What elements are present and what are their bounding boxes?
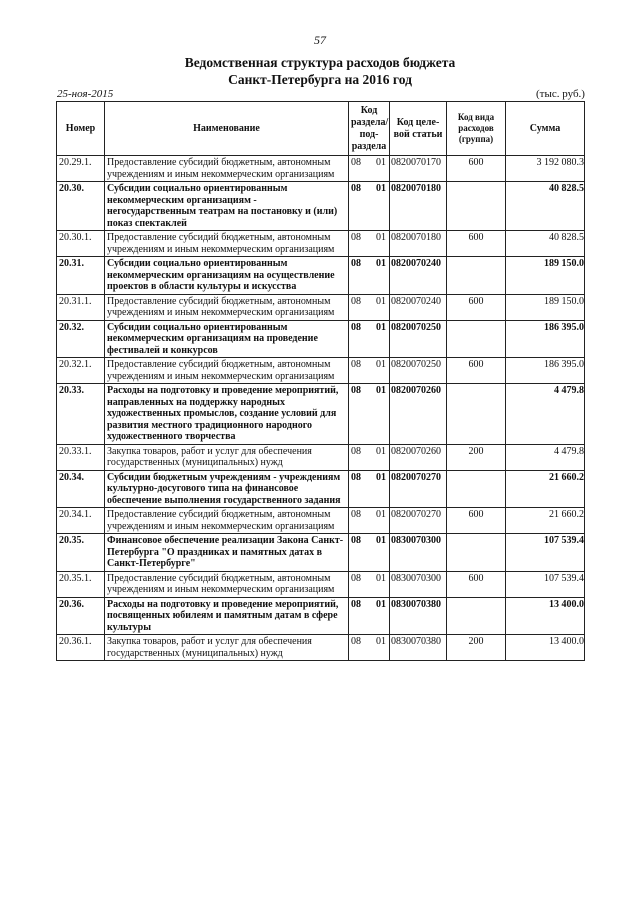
- row-article: 0820070180: [390, 231, 447, 257]
- units-label: (тыс. руб.): [536, 88, 585, 100]
- row-expense-type: [447, 320, 506, 358]
- row-expense-type: [447, 257, 506, 295]
- row-sum: 189 150.0: [506, 257, 585, 295]
- row-expense-type: 600: [447, 571, 506, 597]
- row-subsection: 01: [370, 470, 390, 508]
- row-article: 0820070240: [390, 294, 447, 320]
- row-article: 0820070180: [390, 182, 447, 231]
- row-number: 20.35.1.: [57, 571, 105, 597]
- row-article: 0820070170: [390, 156, 447, 182]
- row-subsection: 01: [370, 257, 390, 295]
- page-number: 57: [314, 33, 326, 47]
- row-name: Расходы на подготовку и проведение мероприятий, посвященных юбилеям и памятным датам в сфере культуры: [105, 597, 349, 635]
- row-expense-type: 600: [447, 294, 506, 320]
- row-name: Расходы на подготовку и проведение мероприятий, направленных на поддержку народных художественных промыслов, создание условий для развития местного традиционного народного художественного творчества: [105, 384, 349, 445]
- row-section: 08: [349, 384, 370, 445]
- row-name: Закупка товаров, работ и услуг для обеспечения государственных (муниципальных) нужд: [105, 635, 349, 661]
- row-expense-type: [447, 384, 506, 445]
- row-expense-type: [447, 182, 506, 231]
- row-sum: 21 660.2: [506, 470, 585, 508]
- row-name: Субсидии социально ориентированным некоммерческим организациям на проведение фестивалей и конкурсов: [105, 320, 349, 358]
- row-name: Предоставление субсидий бюджетным, автономным учреждениям и иным некоммерческим организациям: [105, 358, 349, 384]
- row-article: 0830070380: [390, 635, 447, 661]
- row-sum: 40 828.5: [506, 182, 585, 231]
- row-sum: 186 395.0: [506, 358, 585, 384]
- row-expense-type: 600: [447, 156, 506, 182]
- header-article: Код целе- вой статьи: [390, 102, 447, 156]
- row-sum: 3 192 080.3: [506, 156, 585, 182]
- row-subsection: 01: [370, 444, 390, 470]
- row-subsection: 01: [370, 597, 390, 635]
- document-title-line1: Ведомственная структура расходов бюджета: [184, 55, 456, 70]
- row-number: 20.33.1.: [57, 444, 105, 470]
- header-expense-type: Код вида расходов (группа): [447, 102, 506, 156]
- row-sum: 4 479.8: [506, 384, 585, 445]
- row-subsection: 01: [370, 571, 390, 597]
- row-subsection: 01: [370, 182, 390, 231]
- row-sum: 21 660.2: [506, 508, 585, 534]
- row-number: 20.34.: [57, 470, 105, 508]
- table-header-row: [57, 102, 585, 156]
- table-row: [57, 257, 585, 295]
- row-sum: 4 479.8: [506, 444, 585, 470]
- row-expense-type: 600: [447, 358, 506, 384]
- row-section: 08: [349, 508, 370, 534]
- row-number: 20.34.1.: [57, 508, 105, 534]
- row-subsection: 01: [370, 508, 390, 534]
- row-expense-type: 600: [447, 508, 506, 534]
- row-article: 0820070270: [390, 508, 447, 534]
- row-section: 08: [349, 534, 370, 572]
- row-number: 20.32.: [57, 320, 105, 358]
- header-section: Код раздела/ под- раздела: [349, 102, 390, 156]
- table-row: [57, 635, 585, 661]
- row-article: 0820070240: [390, 257, 447, 295]
- document-date: 25-ноя-2015: [57, 88, 114, 100]
- table-row: [57, 534, 585, 572]
- header-number: Номер: [57, 102, 105, 156]
- row-expense-type: 200: [447, 444, 506, 470]
- row-expense-type: [447, 470, 506, 508]
- row-subsection: 01: [370, 358, 390, 384]
- row-section: 08: [349, 470, 370, 508]
- table-row: [57, 508, 585, 534]
- table-row: [57, 597, 585, 635]
- row-article: 0820070260: [390, 444, 447, 470]
- row-expense-type: [447, 534, 506, 572]
- row-section: 08: [349, 320, 370, 358]
- row-subsection: 01: [370, 635, 390, 661]
- row-section: 08: [349, 635, 370, 661]
- row-sum: 107 539.4: [506, 534, 585, 572]
- row-name: Субсидии бюджетным учреждениям - учреждениям культурно-досугового типа на финансовое обеспечение выполнения государственного задания: [105, 470, 349, 508]
- table-row: [57, 384, 585, 445]
- row-section: 08: [349, 156, 370, 182]
- row-expense-type: 600: [447, 231, 506, 257]
- row-article: 0830070380: [390, 597, 447, 635]
- row-section: 08: [349, 571, 370, 597]
- row-name: Предоставление субсидий бюджетным, автономным учреждениям и иным некоммерческим организациям: [105, 156, 349, 182]
- row-number: 20.36.: [57, 597, 105, 635]
- row-name: Предоставление субсидий бюджетным, автономным учреждениям и иным некоммерческим организациям: [105, 571, 349, 597]
- row-section: 08: [349, 358, 370, 384]
- table-row: [57, 182, 585, 231]
- row-sum: 186 395.0: [506, 320, 585, 358]
- row-subsection: 01: [370, 156, 390, 182]
- row-section: 08: [349, 257, 370, 295]
- row-number: 20.30.1.: [57, 231, 105, 257]
- row-article: 0830070300: [390, 534, 447, 572]
- row-number: 20.30.: [57, 182, 105, 231]
- row-article: 0820070260: [390, 384, 447, 445]
- row-subsection: 01: [370, 294, 390, 320]
- row-sum: 189 150.0: [506, 294, 585, 320]
- row-name: Предоставление субсидий бюджетным, автономным учреждениям и иным некоммерческим организациям: [105, 294, 349, 320]
- table-row: [57, 320, 585, 358]
- row-subsection: 01: [370, 320, 390, 358]
- row-section: 08: [349, 182, 370, 231]
- row-article: 0820070250: [390, 320, 447, 358]
- row-number: 20.33.: [57, 384, 105, 445]
- table-body: [57, 156, 585, 661]
- row-article: 0830070300: [390, 571, 447, 597]
- header-name: Наименование: [105, 102, 349, 156]
- budget-table: [56, 101, 585, 661]
- row-expense-type: 200: [447, 635, 506, 661]
- row-article: 0820070270: [390, 470, 447, 508]
- table-row: [57, 294, 585, 320]
- row-name: Предоставление субсидий бюджетным, автономным учреждениям и иным некоммерческим организациям: [105, 231, 349, 257]
- row-subsection: 01: [370, 534, 390, 572]
- row-number: 20.31.1.: [57, 294, 105, 320]
- table-row: [57, 156, 585, 182]
- row-article: 0820070250: [390, 358, 447, 384]
- row-sum: 40 828.5: [506, 231, 585, 257]
- row-subsection: 01: [370, 384, 390, 445]
- row-number: 20.31.: [57, 257, 105, 295]
- row-number: 20.35.: [57, 534, 105, 572]
- row-subsection: 01: [370, 231, 390, 257]
- row-name: Субсидии социально ориентированным некоммерческим организациям - негосударственным театрам на постановку и (или) показ спектаклей: [105, 182, 349, 231]
- row-name: Предоставление субсидий бюджетным, автономным учреждениям и иным некоммерческим организациям: [105, 508, 349, 534]
- row-section: 08: [349, 231, 370, 257]
- row-section: 08: [349, 294, 370, 320]
- table-row: [57, 231, 585, 257]
- row-number: 20.36.1.: [57, 635, 105, 661]
- row-section: 08: [349, 444, 370, 470]
- row-section: 08: [349, 597, 370, 635]
- row-sum: 13 400.0: [506, 635, 585, 661]
- row-number: 20.29.1.: [57, 156, 105, 182]
- row-expense-type: [447, 597, 506, 635]
- row-name: Финансовое обеспечение реализации Закона Санкт-Петербурга "О праздниках и памятных датах в Санкт-Петербурге": [105, 534, 349, 572]
- table-row: [57, 470, 585, 508]
- row-sum: 13 400.0: [506, 597, 585, 635]
- row-number: 20.32.1.: [57, 358, 105, 384]
- row-name: Субсидии социально ориентированным некоммерческим организациям на осуществление проектов в области культуры и искусства: [105, 257, 349, 295]
- table-row: [57, 571, 585, 597]
- header-sum: Сумма: [506, 102, 585, 156]
- document-title-line2: Санкт-Петербурга на 2016 год: [228, 72, 412, 87]
- row-name: Закупка товаров, работ и услуг для обеспечения государственных (муниципальных) нужд: [105, 444, 349, 470]
- table-row: [57, 358, 585, 384]
- row-sum: 107 539.4: [506, 571, 585, 597]
- table-row: [57, 444, 585, 470]
